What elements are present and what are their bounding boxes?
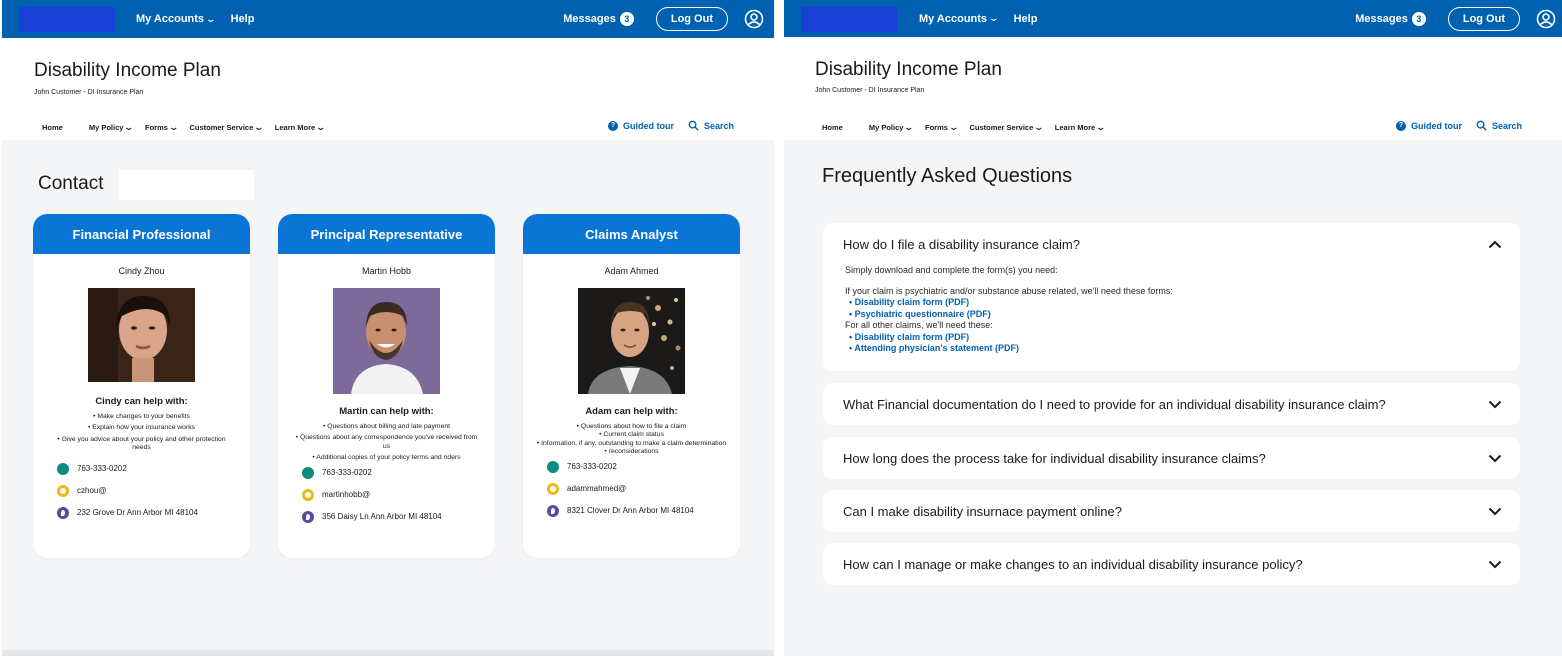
- contact-photo: [333, 288, 440, 394]
- email-row[interactable]: czhou@: [33, 485, 250, 497]
- faq-question-toggle[interactable]: [823, 543, 1520, 585]
- top-nav: [136, 0, 254, 38]
- location-icon: [57, 507, 69, 519]
- pdf-link[interactable]: • Disability claim form (PDF): [845, 332, 1500, 344]
- subnav-my-policy[interactable]: My Policy ⌄: [88, 122, 135, 132]
- help-title: Martin can help with:: [339, 406, 434, 417]
- help-item: • Additional copies of your policy terms and riders: [294, 454, 479, 462]
- email-row[interactable]: adammahmed@: [523, 483, 740, 495]
- messages-link[interactable]: Messages 3: [1355, 12, 1426, 26]
- chevron-down-icon: ⌄: [1033, 122, 1045, 132]
- email-icon: [547, 483, 559, 495]
- redacted-block: [119, 170, 254, 200]
- phone-icon: [547, 461, 559, 473]
- help-item: • Current claim status: [531, 431, 732, 439]
- subnav-my-policy[interactable]: My Policy ⌄: [868, 122, 915, 132]
- chevron-down-icon: ⌄: [1095, 122, 1107, 132]
- subnav-forms[interactable]: Forms ⌄: [925, 122, 959, 132]
- answer-psych-intro: If your claim is psychiatric and/or substance abuse related, we'll need these forms:: [845, 285, 1173, 296]
- contact-name: Martin Hobb: [361, 266, 412, 276]
- chevron-down-icon: [1488, 507, 1502, 516]
- my-accounts-menu[interactable]: My Accounts ⌄: [919, 12, 1000, 25]
- help-item: • Explain how your insurance works: [49, 424, 234, 432]
- page-subtitle: John Customer - DI Insurance Plan: [34, 89, 144, 96]
- top-nav: [919, 0, 1037, 37]
- search-icon: [1476, 120, 1487, 131]
- help-item: • Make changes to your benefits: [49, 413, 234, 421]
- faq-heading: Frequently Asked Questions: [822, 165, 1073, 187]
- faq-question: How do I file a disability insurance claim?: [843, 236, 1080, 252]
- user-profile-icon[interactable]: [744, 9, 764, 29]
- help-link[interactable]: Help: [230, 13, 255, 25]
- subnav-learn-more[interactable]: Learn More ⌄: [1054, 122, 1107, 132]
- page-header: [784, 37, 1562, 140]
- contact-card-claims-analyst: [523, 214, 740, 558]
- brand-logo[interactable]: [801, 7, 897, 32]
- phone-row[interactable]: 763-333-0202: [523, 461, 740, 473]
- email-icon: [302, 489, 314, 501]
- pdf-link[interactable]: • Disability claim form (PDF): [845, 297, 1500, 309]
- card-role: Claims Analyst: [523, 214, 740, 254]
- chevron-down-icon: ⌄: [205, 13, 217, 24]
- help-item: • reconsiderations: [531, 448, 732, 456]
- search-icon: [688, 120, 699, 131]
- email-icon: [57, 485, 69, 497]
- subnav-home[interactable]: Home: [822, 123, 843, 132]
- address-row: 232 Grove Dr Ann Arbor MI 48104: [33, 507, 250, 519]
- contact-card-principal-representative: [278, 214, 495, 558]
- contact-name: Adam Ahmed: [604, 266, 659, 276]
- chevron-down-icon: [1488, 454, 1502, 463]
- chevron-down-icon: ⌄: [903, 122, 915, 132]
- faq-item-expanded: [823, 223, 1520, 371]
- help-list: [278, 423, 495, 463]
- search-link[interactable]: Search: [1476, 120, 1522, 131]
- chevron-down-icon: ⌄: [948, 122, 959, 132]
- subnav-customer-service[interactable]: Customer Service ⌄: [189, 122, 265, 132]
- faq-screen: [784, 0, 1562, 656]
- chevron-down-icon: ⌄: [253, 122, 265, 132]
- search-link[interactable]: Search: [688, 120, 734, 131]
- help-title: Adam can help with:: [585, 406, 678, 417]
- chevron-down-icon: ⌄: [988, 13, 1000, 23]
- address-row: 356 Daisy Ln Ann Arbor MI 48104: [278, 511, 495, 523]
- faq-item[interactable]: [823, 543, 1520, 585]
- card-role: Principal Representative: [278, 214, 495, 254]
- faq-question-toggle[interactable]: [823, 490, 1520, 532]
- contact-screen: [2, 0, 774, 656]
- faq-question: How long does the process take for individual disability insurance claims?: [843, 450, 1266, 466]
- email-row[interactable]: martinhobb@: [278, 489, 495, 501]
- logout-button[interactable]: Log Out: [656, 7, 728, 31]
- page-header: [2, 38, 774, 140]
- phone-row[interactable]: 763-333-0202: [278, 467, 495, 479]
- my-accounts-menu[interactable]: My Accounts ⌄: [136, 13, 217, 25]
- guided-tour-link[interactable]: ? Guided tour: [1396, 121, 1462, 131]
- help-title: Cindy can help with:: [95, 396, 188, 407]
- faq-question-toggle[interactable]: [823, 223, 1520, 265]
- subnav-customer-service[interactable]: Customer Service ⌄: [969, 122, 1045, 132]
- guided-tour-link[interactable]: ? Guided tour: [608, 121, 674, 131]
- location-icon: [547, 505, 559, 517]
- chevron-down-icon: [1488, 560, 1502, 569]
- brand-logo[interactable]: [19, 7, 115, 32]
- subnav-home[interactable]: Home: [42, 123, 63, 132]
- top-bar: [2, 0, 774, 38]
- top-right-actions: [1355, 0, 1556, 37]
- subnav-learn-more[interactable]: Learn More ⌄: [274, 122, 327, 132]
- sub-nav: [822, 122, 1105, 133]
- card-role: Financial Professional: [33, 214, 250, 254]
- help-list: [523, 423, 740, 457]
- faq-item[interactable]: [823, 383, 1520, 425]
- messages-link[interactable]: Messages 3: [563, 12, 634, 26]
- phone-row[interactable]: 763-333-0202: [33, 463, 250, 475]
- sub-nav: [42, 122, 325, 133]
- messages-count-badge: 3: [1412, 12, 1426, 26]
- help-item: • Information, if any, outstanding to make a claim determination: [531, 440, 732, 448]
- bottom-bar: [2, 650, 774, 656]
- faq-item[interactable]: [823, 490, 1520, 532]
- help-item: • Questions about how to file a claim: [531, 423, 732, 431]
- chevron-up-icon: [1488, 240, 1502, 249]
- address-row: 8321 Clover Dr Ann Arbor MI 48104: [523, 505, 740, 517]
- phone-icon: [57, 463, 69, 475]
- faq-answer: [823, 265, 1520, 365]
- page-title: Disability Income Plan: [815, 59, 1002, 80]
- page-title: Disability Income Plan: [34, 60, 221, 81]
- pdf-link[interactable]: • Psychiatric questionnaire (PDF): [845, 309, 1500, 321]
- answer-intro: Simply download and complete the form(s) you need:: [845, 265, 1058, 275]
- chevron-down-icon: ⌄: [168, 122, 179, 132]
- user-profile-icon[interactable]: [1536, 9, 1556, 29]
- faq-item[interactable]: [823, 437, 1520, 479]
- contact-card-financial-professional: [33, 214, 250, 558]
- subnav-forms[interactable]: Forms ⌄: [145, 122, 179, 132]
- contact-photo: [88, 288, 195, 382]
- chevron-down-icon: ⌄: [315, 122, 327, 132]
- help-list: [33, 413, 250, 453]
- pdf-link[interactable]: • Attending physician's statement (PDF): [845, 343, 1500, 355]
- sub-nav-actions: [1396, 120, 1522, 131]
- top-bar: [784, 0, 1562, 37]
- phone-icon: [302, 467, 314, 479]
- help-link[interactable]: Help: [1013, 12, 1038, 25]
- faq-question: How can I manage or make changes to an individual disability insurance policy?: [843, 556, 1303, 572]
- location-icon: [302, 511, 314, 523]
- chevron-down-icon: [1488, 400, 1502, 409]
- faq-question: Can I make disability insurnace payment online?: [843, 503, 1122, 519]
- chevron-down-icon: ⌄: [123, 122, 135, 132]
- question-icon: ?: [1396, 121, 1406, 131]
- contact-photo: [578, 288, 685, 394]
- top-right-actions: [563, 0, 764, 38]
- faq-question: What Financial documentation do I need to provide for an individual disability insurance claim?: [843, 396, 1386, 412]
- help-item: • Questions about billing and late payment: [294, 423, 479, 431]
- faq-question-toggle[interactable]: [823, 437, 1520, 479]
- question-icon: ?: [608, 121, 618, 131]
- faq-question-toggle[interactable]: [823, 383, 1520, 425]
- page-subtitle: John Customer - DI Insurance Plan: [815, 87, 925, 94]
- messages-count-badge: 3: [620, 12, 634, 26]
- contact-name: Cindy Zhou: [118, 266, 165, 276]
- answer-other-intro: For all other claims, we'll need these:: [845, 320, 993, 331]
- help-item: • Questions about any correspondence you've received from us: [294, 434, 479, 451]
- logout-button[interactable]: Log Out: [1448, 7, 1520, 31]
- help-item: • Give you advice about your policy and other protection needs: [49, 436, 234, 453]
- sub-nav-actions: [608, 120, 734, 131]
- contact-heading: Contact: [38, 173, 104, 194]
